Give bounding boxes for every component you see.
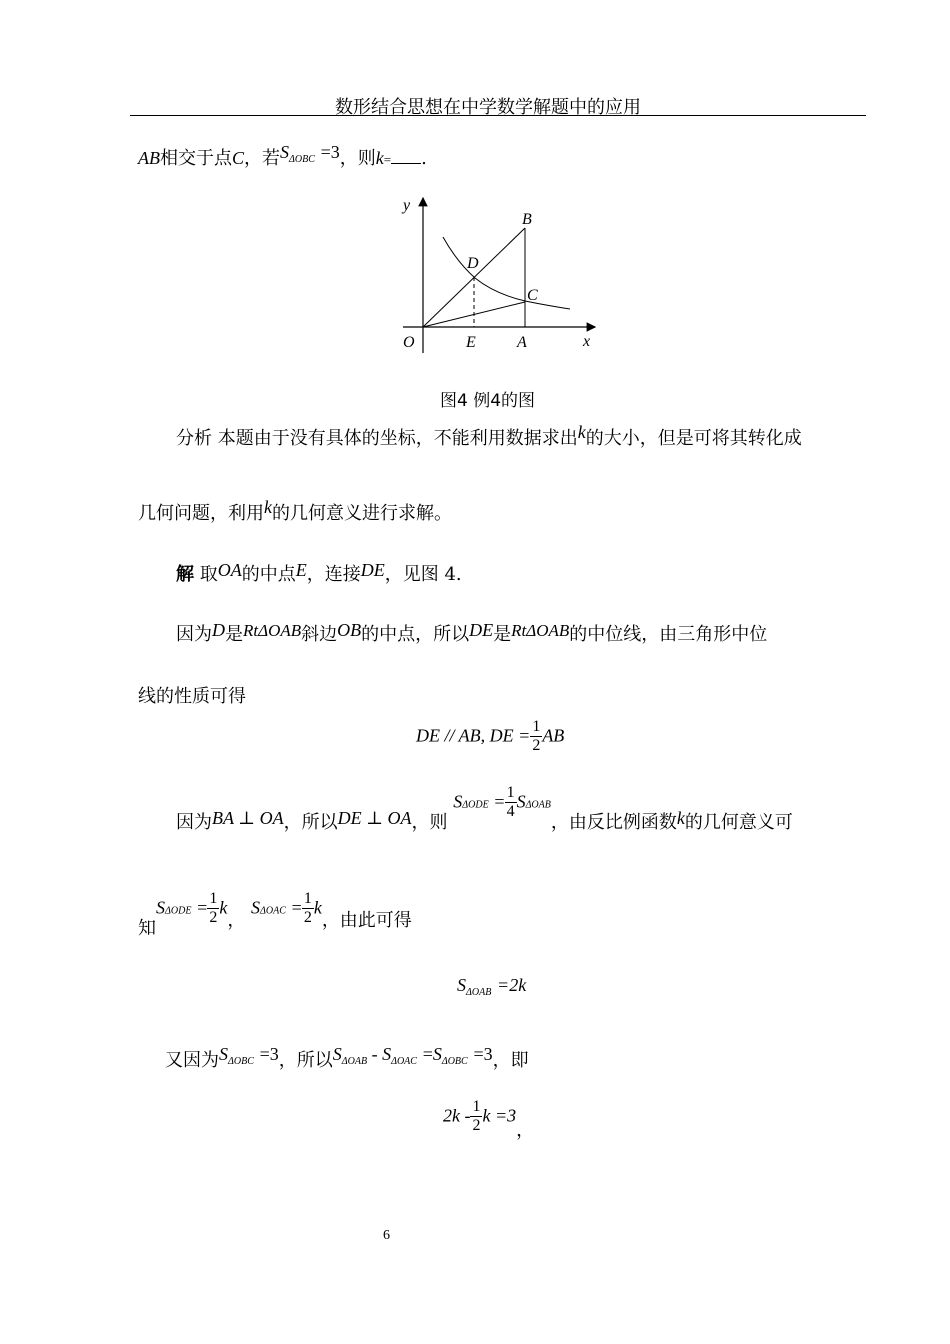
area-symbol: S xyxy=(432,1044,442,1064)
paragraph-5-line xyxy=(165,1040,529,1071)
solution-text-3: ，连接 xyxy=(306,564,361,585)
paragraph-3-line xyxy=(176,784,793,833)
equals-sign: = xyxy=(291,897,302,918)
k-variable: k xyxy=(577,422,586,442)
area-subscript: ΔODE xyxy=(462,799,489,811)
analysis-text-1: 分析 本题由于没有具体的坐标，不能利用数据求出 xyxy=(176,428,578,449)
equals-sign: = xyxy=(383,152,392,167)
equation-area-oab xyxy=(457,975,526,996)
p4-text-2: ，由此可得 xyxy=(321,909,412,931)
label-e: E xyxy=(466,334,476,351)
analysis-text-2: 的大小，但是可将其转化成 xyxy=(585,428,802,449)
p2-text-6: 的中位线，由三角形中位 xyxy=(569,624,768,645)
period: . xyxy=(421,148,427,169)
solution-text-2: 的中点 xyxy=(241,564,296,585)
area-symbol: S xyxy=(156,897,165,918)
equation-final xyxy=(443,1098,535,1141)
p3-text-3: ，则 xyxy=(411,811,448,833)
area-symbol: S xyxy=(251,897,261,918)
segment-de: DE xyxy=(360,560,385,580)
solution-text-1: 取 xyxy=(194,564,218,585)
answer-blank xyxy=(391,149,421,164)
point-e: E xyxy=(295,560,307,580)
area-subscript: ΔODE xyxy=(165,905,192,917)
analysis-line-2 xyxy=(138,499,452,525)
area-subscript: ΔOBC xyxy=(289,154,315,165)
area-symbol: S xyxy=(280,142,290,162)
p5-text-3: ，即 xyxy=(492,1050,529,1071)
fraction-half: $\frac{1}{2}$ xyxy=(303,890,312,926)
perp-ba-oa: BA ⊥ OA xyxy=(212,807,284,828)
p5-text-2: ，所以 xyxy=(278,1050,333,1071)
p4-comma: ， xyxy=(227,909,246,931)
page-number: 6 xyxy=(383,1228,390,1243)
k-variable: k xyxy=(264,497,272,517)
problem-text-1: 相交于点 xyxy=(160,148,232,169)
p5-text-1: 又因为 xyxy=(165,1050,219,1071)
p2-text-1: 因为 xyxy=(176,624,212,645)
eq-value-3: =3 xyxy=(473,1044,493,1064)
equals-sign: = xyxy=(494,791,505,812)
equals-sign: = xyxy=(422,1044,433,1064)
minus-sign: - xyxy=(367,1044,383,1064)
area-subscript: ΔOBC xyxy=(441,1056,468,1067)
eq-value-3: =3 xyxy=(259,1044,279,1064)
area-symbol: S xyxy=(516,791,526,812)
triangle-oab: RtΔOAB xyxy=(243,621,302,640)
point-d: D xyxy=(212,620,225,640)
k-variable: k xyxy=(219,897,228,918)
solution-heading: 解 xyxy=(176,564,194,585)
segment-ab: AB xyxy=(138,148,160,168)
area-subscript: ΔOAB xyxy=(466,987,492,998)
p3-text-1: 因为 xyxy=(176,811,212,833)
area-symbol: S xyxy=(332,1044,342,1064)
eq3-right: k =3 xyxy=(482,1105,517,1126)
segment-oa: OA xyxy=(217,560,242,580)
p3-text-2: ，所以 xyxy=(283,811,338,833)
analysis-text-4: 的几何意义进行求解。 xyxy=(272,503,452,524)
segment-de: DE xyxy=(469,620,494,640)
analysis-text-3: 几何问题，利用 xyxy=(138,503,264,524)
point-c: C xyxy=(232,148,245,168)
label-y: y xyxy=(403,197,411,214)
area-subscript: ΔOAB xyxy=(341,1056,368,1067)
triangle-oab: RtΔOAB xyxy=(511,621,570,640)
p2-text-5: 是 xyxy=(493,624,512,645)
k-variable: k xyxy=(375,148,384,168)
label-b: B xyxy=(522,211,532,228)
paragraph-2-line-1 xyxy=(176,620,767,646)
eq1-right: AB xyxy=(542,725,565,746)
label-x: x xyxy=(583,333,591,350)
area-subscript: ΔOAC xyxy=(260,905,286,917)
equation-midline xyxy=(416,718,564,755)
area-subscript: ΔOBC xyxy=(228,1056,254,1067)
fraction-half: $\frac{1}{2}$ xyxy=(209,890,218,926)
hyperbola-curve xyxy=(443,237,570,309)
label-a: A xyxy=(517,334,527,351)
problem-text-2: ，若 xyxy=(244,148,281,169)
area-subscript: ΔOAC xyxy=(391,1056,417,1067)
running-header: 数形结合思想在中学数学解题中的应用 xyxy=(335,97,641,118)
p2-text-3: 斜边 xyxy=(301,624,338,645)
area-symbol: S xyxy=(457,975,466,995)
problem-tail-line xyxy=(138,144,427,170)
p3-text-5: 的几何意义可 xyxy=(684,811,793,833)
solution-line xyxy=(176,560,462,586)
solution-text-4: ，见图 4. xyxy=(384,564,462,585)
label-c: C xyxy=(527,287,538,304)
analysis-line-1 xyxy=(176,424,802,450)
p2-text-2: 是 xyxy=(225,624,243,645)
figure-caption: 图4 例4的图 xyxy=(440,391,536,411)
eq3-comma: ， xyxy=(516,1119,535,1141)
eq2-rhs: =2k xyxy=(497,975,527,995)
area-symbol: S xyxy=(219,1044,228,1064)
p3-text-4: ，由反比例函数 xyxy=(550,811,677,833)
area-symbol: S xyxy=(453,791,463,812)
area-value: =3 xyxy=(320,142,340,162)
k-variable: k xyxy=(313,897,322,918)
label-d: D xyxy=(467,255,479,272)
area-subscript: ΔOAB xyxy=(525,799,551,811)
figure-4 xyxy=(395,190,605,360)
k-variable: k xyxy=(676,807,685,828)
fraction-half: $\frac{1}{2}$ xyxy=(532,718,541,754)
paragraph-2-line-2: 线的性质可得 xyxy=(138,686,246,707)
p4-text-1: 知 xyxy=(138,917,156,939)
label-o: O xyxy=(403,334,415,351)
eq1-left: DE // AB, DE = xyxy=(416,725,531,746)
fraction-half: $\frac{1}{2}$ xyxy=(472,1098,481,1134)
problem-text-3: ，则 xyxy=(339,148,376,169)
area-symbol: S xyxy=(382,1044,392,1064)
equals-sign: = xyxy=(197,897,208,918)
fraction-quarter: $\frac{1}{4}$ xyxy=(506,784,515,820)
eq3-left: 2k - xyxy=(443,1105,471,1126)
segment-ob-text: OB xyxy=(337,620,362,640)
paragraph-4-line xyxy=(138,890,412,939)
p2-text-4: 的中点，所以 xyxy=(361,624,470,645)
header-rule xyxy=(130,115,866,116)
perp-de-oa: DE ⊥ OA xyxy=(337,807,412,828)
